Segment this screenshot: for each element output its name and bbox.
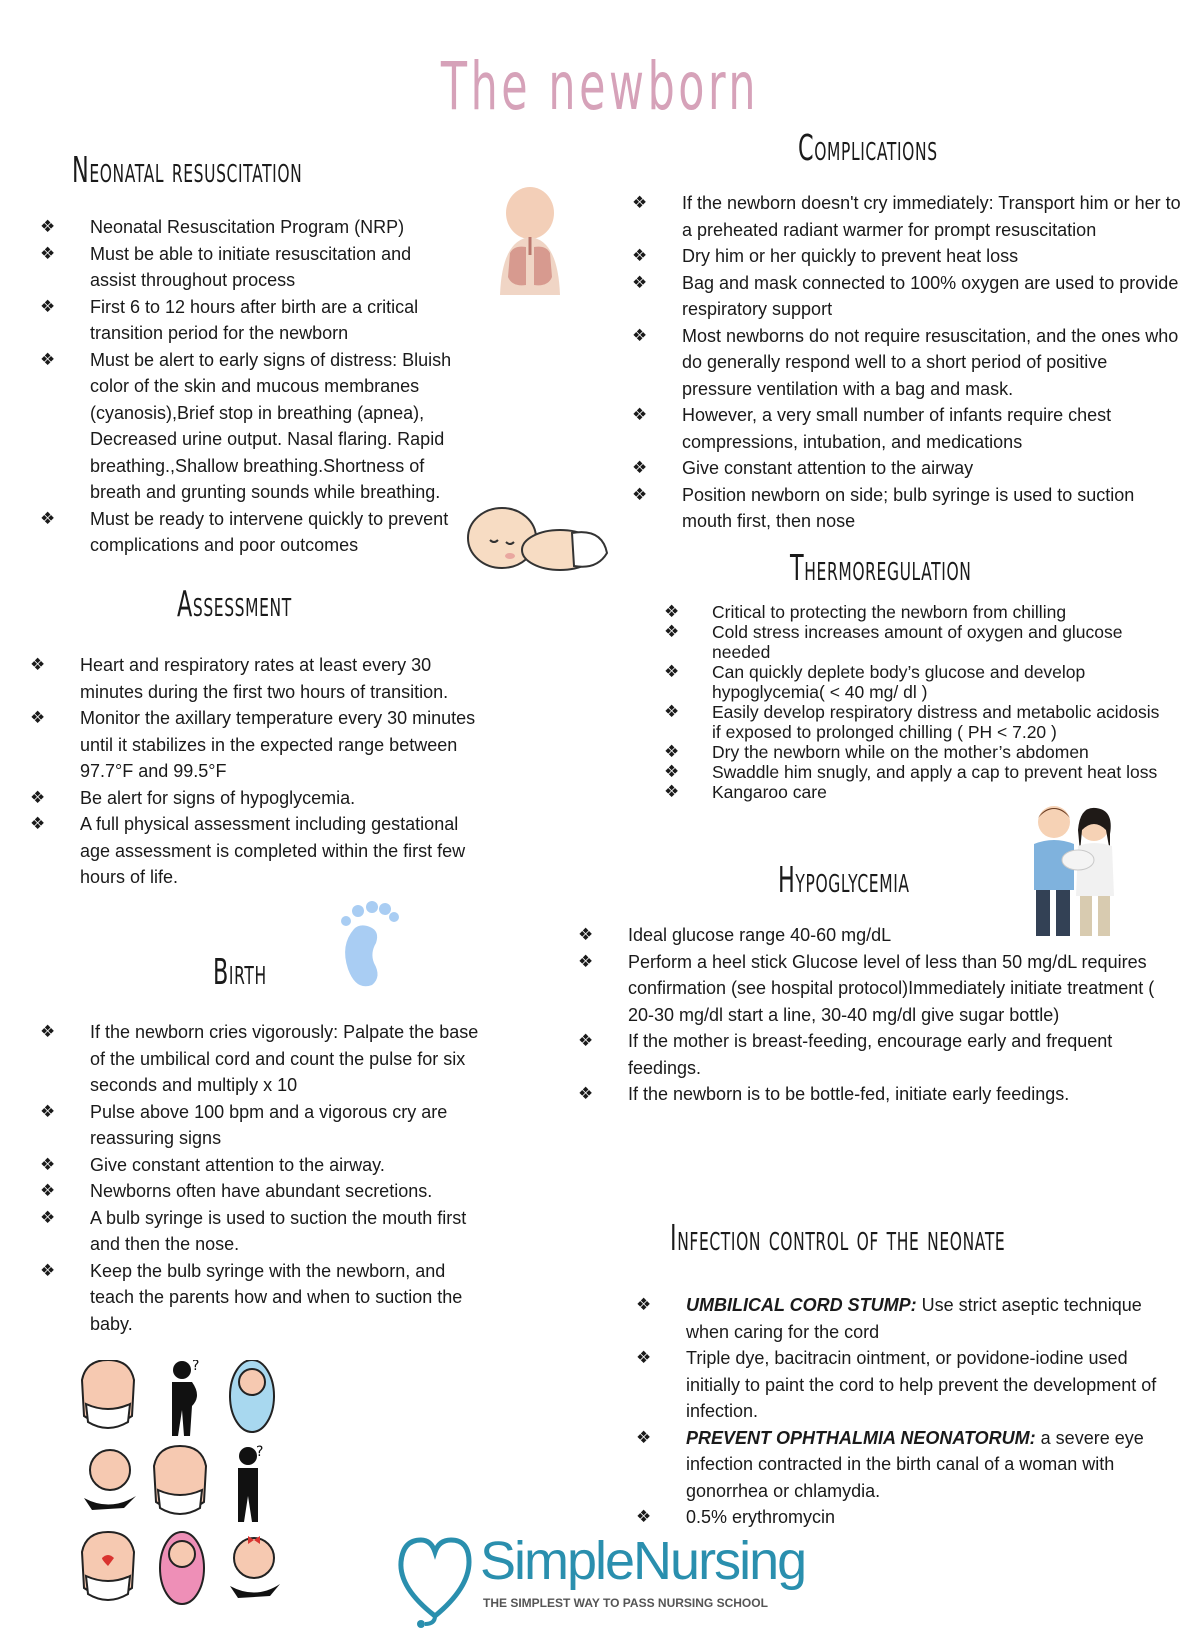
pregnant-belly-icon: [82, 1360, 134, 1428]
bullet-icon: ❖: [664, 762, 680, 782]
bullet-icon: ❖: [664, 742, 680, 762]
heading-complications: Complications: [798, 128, 938, 169]
bullet-icon: ❖: [636, 1348, 652, 1368]
bullet-icon: ❖: [30, 814, 46, 834]
pregnant-woman-icon: [172, 1360, 199, 1436]
maternal-infant-icons-grid: [78, 1360, 298, 1610]
list-item: ❖ Can quickly deplete body’s glucose and develop hypoglycemia( < 40 mg/ dl ): [664, 662, 1086, 702]
bullet-icon: ❖: [664, 622, 680, 642]
bullet-icon: ❖: [578, 1031, 594, 1051]
heading-thermoregulation: Thermoregulation: [790, 548, 972, 589]
bullet-icon: ❖: [40, 1181, 56, 1201]
bullet-icon: ❖: [30, 708, 46, 728]
list-item: ❖ Give constant attention to the airway: [622, 455, 1182, 482]
list-item: ❖ Perform a heel stick Glucose level of less than 50 mg/dL requires confirmation (see hospital protocol)Immediately initiate treatment ( 20-30 mg/dl start a line, 30-40 mg/dl give sugar bottle): [568, 949, 1178, 1029]
list-item: ❖ Heart and respiratory rates at least every 30 minutes during the first two hours of transition.: [20, 652, 480, 705]
bullet-icon: ❖: [632, 458, 648, 478]
pink-swaddled-baby-icon: [160, 1532, 204, 1604]
list-item: ❖ UMBILICAL CORD STUMP: Use strict aseptic technique when caring for the cord: [626, 1292, 1181, 1345]
bullet-icon: ❖: [636, 1295, 652, 1315]
logo-tagline: THE SIMPLEST WAY TO PASS NURSING SCHOOL: [483, 1596, 768, 1610]
bullet-icon: ❖: [636, 1507, 652, 1527]
list-item: ❖ Must be ready to intervene quickly to prevent complications and poor outcomes: [30, 506, 460, 559]
list-item: ❖ Triple dye, bacitracin ointment, or povidone-iodine used initially to paint the cord to help prevent the development of infection.: [626, 1345, 1181, 1425]
heading-hypoglycemia: Hypoglycemia: [778, 860, 910, 901]
bullet-icon: ❖: [40, 217, 56, 237]
list-item: ❖ If the newborn is to be bottle-fed, initiate early feedings.: [568, 1081, 1178, 1108]
bullet-icon: ❖: [632, 246, 648, 266]
bullet-icon: ❖: [40, 243, 56, 264]
bullet-icon: ❖: [632, 405, 648, 425]
bullet-icon: ❖: [632, 325, 648, 346]
list-item: ❖ Give constant attention to the airway.: [30, 1152, 490, 1179]
baby-girl-hand-icon: [230, 1536, 280, 1598]
bullet-icon: ❖: [578, 1084, 594, 1104]
list-item: ❖ If the mother is breast-feeding, encourage early and frequent feedings.: [568, 1028, 1178, 1081]
heading-birth: Birth: [213, 952, 267, 993]
bullet-icon: ❖: [40, 1154, 56, 1175]
list-birth: [30, 1019, 490, 1337]
list-item: ❖ Newborns often have abundant secretions.: [30, 1178, 490, 1205]
list-item: ❖ Neonatal Resuscitation Program (NRP): [30, 214, 460, 241]
list-item: ❖ Dry the newborn while on the mother’s abdomen: [664, 742, 1089, 762]
sleeping-baby-illustration: [462, 498, 612, 578]
list-item: ❖ Bag and mask connected to 100% oxygen are used to provide respiratory support: [622, 270, 1182, 323]
list-item: ❖ First 6 to 12 hours after birth are a critical transition period for the newborn: [30, 294, 460, 347]
bullet-icon: ❖: [664, 702, 680, 722]
parents-with-baby-illustration: [1020, 800, 1130, 940]
list-item: ❖ PREVENT OPHTHALMIA NEONATORUM: a severe eye infection contracted in the birth canal of a woman with gonorrhea or chlamydia.: [626, 1425, 1181, 1505]
simplenursing-logo: [395, 1528, 815, 1628]
bullet-icon: ❖: [40, 349, 56, 370]
svg-text:?: ?: [256, 1444, 264, 1460]
list-item: ❖ A full physical assessment including gestational age assessment is completed within the first few hours of life.: [20, 811, 480, 891]
list-assessment: [20, 652, 480, 891]
list-complications: [622, 190, 1182, 535]
bullet-icon: ❖: [30, 655, 46, 675]
list-item: ❖ Pulse above 100 bpm and a vigorous cry are reassuring signs: [30, 1099, 490, 1152]
list-thermoregulation: [658, 602, 1168, 802]
list-item: ❖ Be alert for signs of hypoglycemia.: [20, 785, 480, 812]
bullet-icon: ❖: [578, 925, 594, 945]
baby-in-hand-icon: [84, 1450, 136, 1510]
bullet-icon: ❖: [40, 1101, 56, 1122]
list-item: ❖ Swaddle him snugly, and apply a cap to prevent heat loss: [664, 762, 1158, 782]
bullet-icon: ❖: [578, 951, 594, 972]
belly-heart-icon: [82, 1532, 134, 1600]
bullet-icon: ❖: [636, 1427, 652, 1448]
belly-icon: [154, 1446, 206, 1514]
bullet-icon: ❖: [664, 782, 680, 802]
bullet-icon: ❖: [40, 508, 56, 529]
bullet-icon: ❖: [40, 1207, 56, 1228]
svg-text:?: ?: [192, 1360, 200, 1374]
list-item: ❖ Kangaroo care: [664, 782, 827, 802]
list-item: ❖ Must be able to initiate resuscitation and assist throughout process: [30, 241, 460, 294]
stethoscope-heart-icon: [395, 1528, 477, 1628]
page-title: The newborn: [440, 48, 760, 125]
list-item: ❖ If the newborn cries vigorously: Palpate the base of the umbilical cord and count the pulse for six seconds and multiply x 10: [30, 1019, 490, 1099]
logo-wordmark: SimpleNursing: [480, 1531, 806, 1591]
list-item: ❖ Critical to protecting the newborn from chilling: [664, 602, 1067, 622]
infant-lungs-illustration: [480, 185, 580, 295]
bullet-icon: ❖: [40, 1260, 56, 1281]
list-item: ❖ Must be alert to early signs of distress: Bluish color of the skin and mucous membranes (cyanosis),Brief stop in breathing (apnea), Decreased urine output. Nasal flaring. Rapid breathing.,Shallow breathing.Shortness of breath and grunting sounds while breathing.: [30, 347, 460, 506]
bullet-icon: ❖: [632, 484, 648, 505]
list-item: ❖ A bulb syringe is used to suction the mouth first and then the nose.: [30, 1205, 490, 1258]
list-item: ❖ Most newborns do not require resuscitation, and the ones who do generally respond well to a short period of positive pressure ventilation with a bag and mask.: [622, 323, 1182, 403]
heading-infection-control: Infection control of the neonate: [670, 1218, 1006, 1259]
list-item: ❖ Ideal glucose range 40-60 mg/dL: [568, 922, 1178, 949]
list-item: ❖ If the newborn doesn't cry immediately: Transport him or her to a preheated radiant warmer for prompt resuscitation: [622, 190, 1182, 243]
list-item: ❖ Keep the bulb syringe with the newborn, and teach the parents how and when to suction the baby.: [30, 1258, 490, 1338]
list-item: ❖ However, a very small number of infants require chest compressions, intubation, and medications: [622, 402, 1182, 455]
list-resuscitation: [30, 214, 460, 559]
bullet-icon: ❖: [30, 787, 46, 808]
list-infection-control: [626, 1292, 1181, 1531]
list-item: ❖ Monitor the axillary temperature every 30 minutes until it stabilizes in the expected range between 97.7°F and 99.5°F: [20, 705, 480, 785]
list-item: ❖ Easily develop respiratory distress and metabolic acidosis if exposed to prolonged chilling ( PH < 7.20 ): [664, 702, 1160, 742]
list-hypoglycemia: [568, 922, 1178, 1108]
list-item: ❖ Dry him or her quickly to prevent heat loss: [622, 243, 1182, 270]
list-item: ❖ 0.5% erythromycin: [626, 1504, 1181, 1531]
list-item: ❖ Position newborn on side; bulb syringe is used to suction mouth first, then nose: [622, 482, 1182, 535]
bullet-icon: ❖: [40, 1022, 56, 1042]
heading-neonatal-resuscitation: Neonatal resuscitation: [72, 150, 303, 191]
parent-question-icon: [238, 1444, 263, 1522]
footprint-icon: [332, 895, 402, 991]
swaddled-baby-icon: [230, 1360, 274, 1432]
bullet-icon: ❖: [632, 193, 648, 213]
bullet-icon: ❖: [664, 602, 680, 622]
bullet-icon: ❖: [664, 662, 680, 682]
bullet-icon: ❖: [40, 296, 56, 317]
heading-assessment: Assessment: [177, 584, 292, 625]
bullet-icon: ❖: [632, 272, 648, 293]
list-item: ❖ Cold stress increases amount of oxygen and glucose needed: [664, 622, 1123, 662]
